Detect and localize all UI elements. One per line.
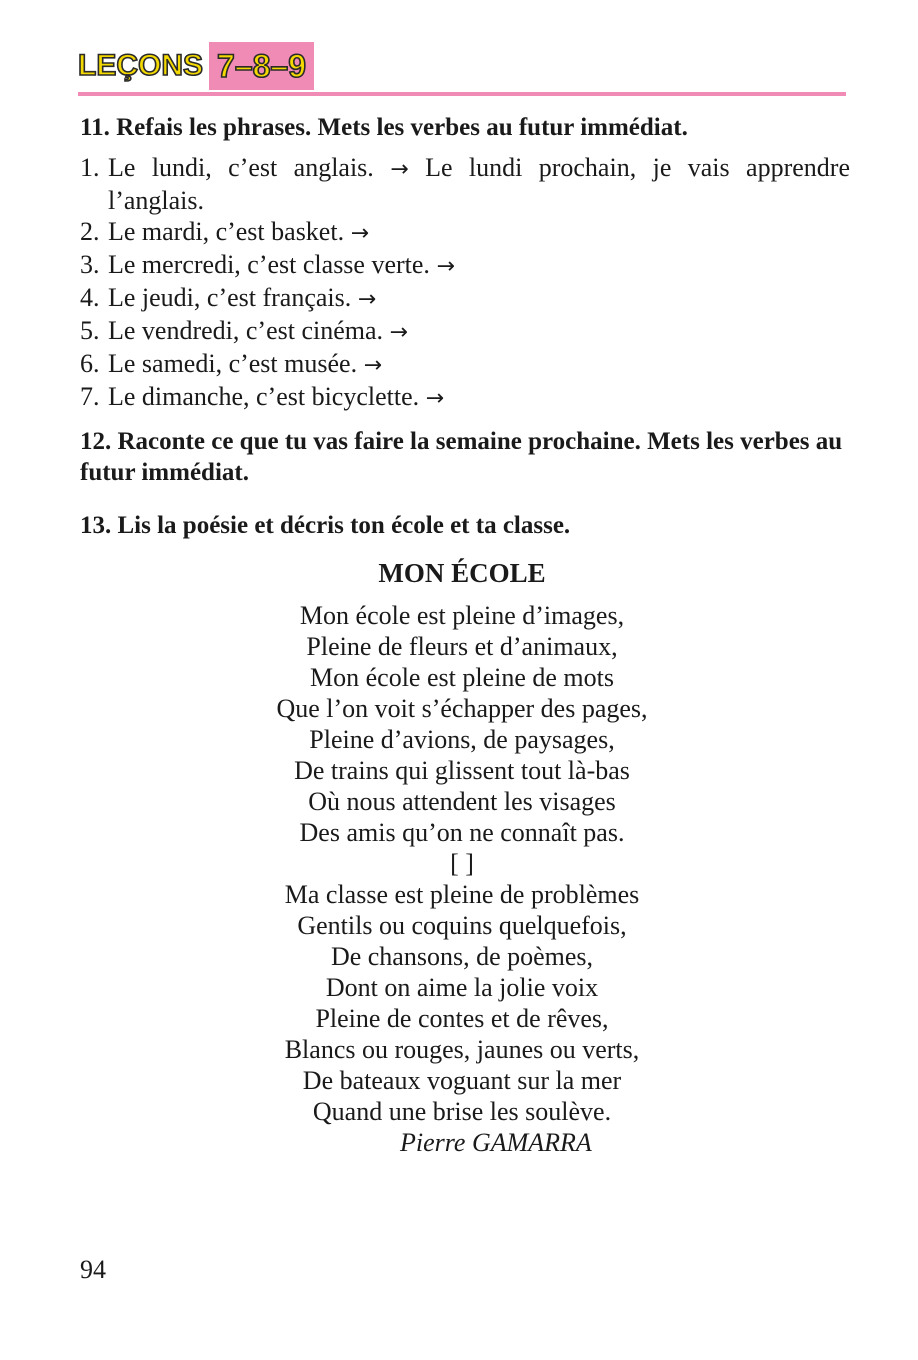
lesson-label: LEÇONS [78, 49, 204, 82]
poem-line: [ ] [450, 849, 474, 878]
page-number: 94 [80, 1255, 106, 1284]
poem-line: Pleine d’avions, de paysages, [309, 725, 615, 754]
list-item-number: 6. [80, 349, 100, 378]
exercise-11-title: 11. Refais les phrases. Mets les verbes au futur immédiat. [80, 114, 688, 141]
poem-line: Mon école est pleine d’images, [299, 601, 625, 630]
poem-title: MON ÉCOLE [378, 558, 546, 588]
list-item-number: 1. [80, 153, 100, 182]
poem-line: Dont on aime la jolie voix [325, 973, 599, 1002]
poem-line: Quand une brise les soulève. [312, 1097, 612, 1126]
poem-body [0, 600, 918, 1127]
list-item [80, 216, 850, 249]
list-item-text [108, 315, 850, 348]
list-item [80, 282, 850, 315]
poem-line: Mon école est pleine de mots [310, 663, 614, 692]
list-item [80, 249, 850, 282]
sentence-text: Le jeudi, c’est français. [108, 283, 352, 312]
arrow-icon: → [425, 386, 445, 411]
list-item-text [108, 152, 850, 216]
lesson-header [78, 42, 314, 90]
poem-line: Blancs ou rouges, jaunes ou verts, [284, 1035, 640, 1064]
poem-line: Pleine de fleurs et d’animaux, [306, 632, 618, 661]
sentence-text: Le samedi, c’est musée. [108, 349, 358, 378]
poem-line: Pleine de contes et de rêves, [315, 1004, 609, 1033]
sentence-text: Le vendredi, c’est cinéma. [108, 316, 384, 345]
poem-author: Pierre GAMARRA [400, 1128, 592, 1157]
list-item-number: 4. [80, 283, 100, 312]
arrow-icon: → [350, 221, 370, 246]
poem-line: De chansons, de poèmes, [330, 942, 594, 971]
header-divider [78, 92, 846, 96]
list-item-text [108, 381, 850, 414]
poem-line: Ma classe est pleine de problèmes [284, 880, 640, 909]
list-item-text [108, 348, 850, 381]
exercise-12-title: 12. Raconte ce que tu vas faire la semaine prochaine. Mets les verbes au futur immédiat. [80, 428, 843, 486]
list-item-number: 7. [80, 382, 100, 411]
list-item-number: 2. [80, 217, 100, 246]
poem-line: Que l’on voit s’échapper des pages, [276, 694, 648, 723]
poem-line: De bateaux voguant sur la mer [302, 1066, 622, 1095]
sentence-list [80, 152, 850, 414]
arrow-icon: → [389, 320, 408, 345]
sentence-text: Le dimanche, c’est bicyclette. [108, 382, 420, 411]
list-item-number: 3. [80, 250, 100, 279]
list-item-text [108, 249, 850, 282]
list-item [80, 315, 850, 348]
sentence-text: Le mercredi, c’est classe verte. [108, 250, 430, 279]
poem-line: De trains qui glissent tout là-bas [294, 756, 630, 785]
arrow-icon: → [363, 353, 383, 378]
poem-line: Des amis qu’on ne connaît pas. [299, 818, 625, 847]
poem-line: Gentils ou coquins quelquefois, [297, 911, 627, 940]
list-item-text [108, 282, 850, 315]
list-item-number: 5. [80, 316, 100, 345]
exercise-13-title: 13. Lis la poésie et décris ton école et ta classe. [80, 512, 571, 539]
list-item [80, 381, 850, 414]
sentence-text: Le lundi, c’est anglais. [108, 153, 374, 182]
poem-line: Où nous attendent les visages [308, 787, 616, 816]
sentence-answer: Le lundi prochain, je vais apprendre l’anglais. [108, 153, 850, 215]
list-item [80, 348, 850, 381]
arrow-icon: → [390, 157, 409, 182]
lesson-numbers: 7–8–9 [209, 42, 314, 90]
arrow-icon: → [436, 254, 455, 279]
list-item [80, 152, 850, 216]
arrow-icon: → [357, 287, 377, 312]
sentence-text: Le mardi, c’est basket. [108, 217, 345, 246]
list-item-text [108, 216, 850, 249]
